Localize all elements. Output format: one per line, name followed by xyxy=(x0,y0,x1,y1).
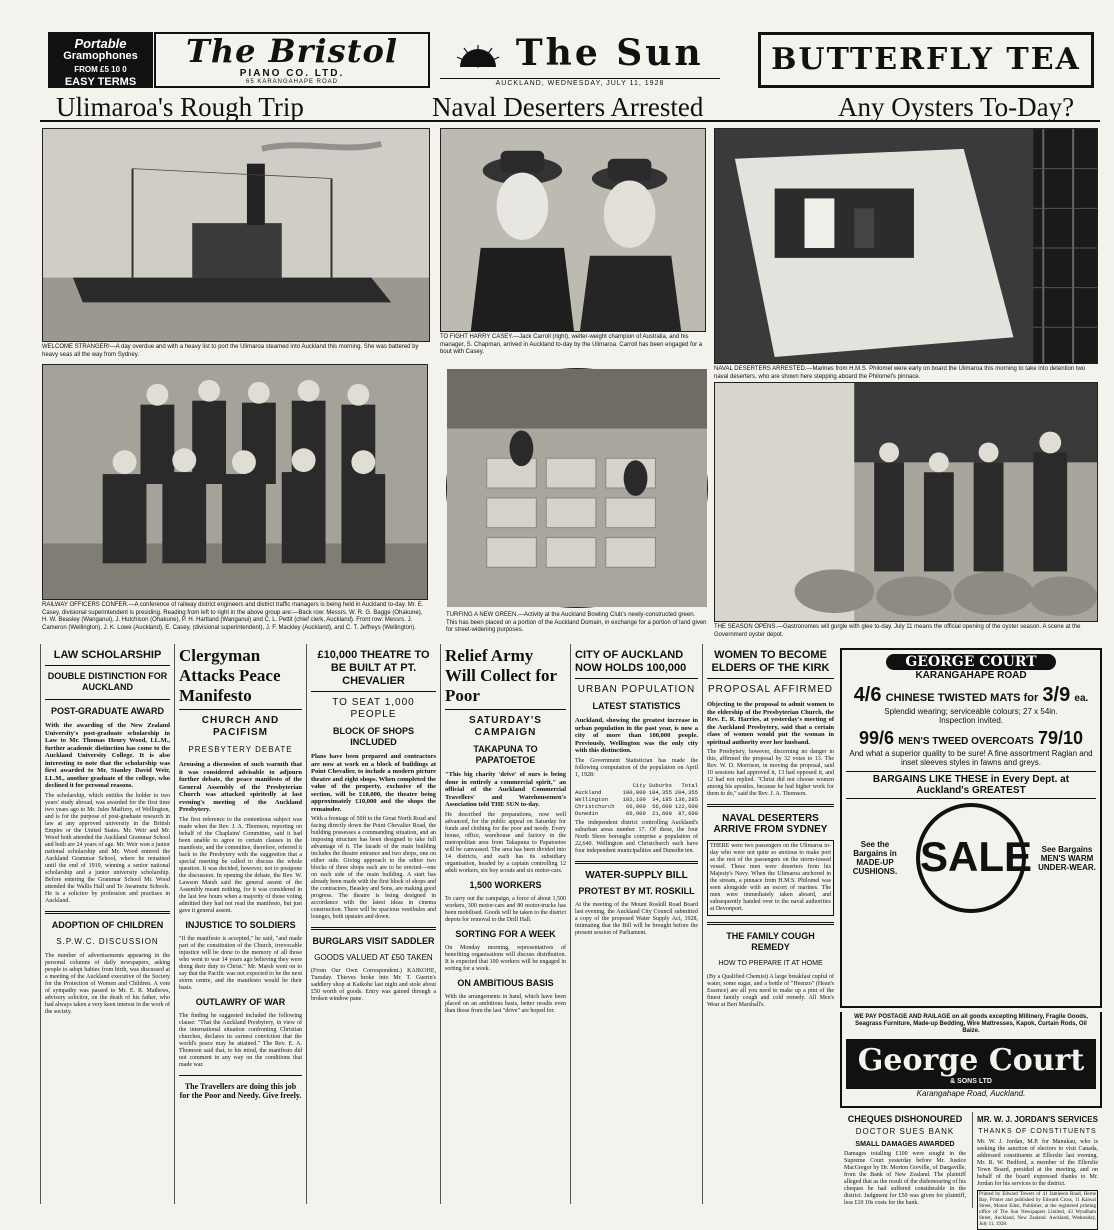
city-subtitle: URBAN POPULATION xyxy=(577,684,696,695)
population-table xyxy=(575,782,698,817)
law-lead: With the awarding of the New Zealand University's post-graduate scholarship in Law to Mr. Thomas Henry Wood, LL.M., further academic distinction has come to the Auckland University College. It is also interesting to note that the scholarship was first awarded to Mr. Stanley David Weir, LL.M., another graduate of the college, who declined it for personal reasons. xyxy=(45,722,170,789)
theatre-subtitle: TO SEAT 1,000 PEOPLE xyxy=(332,697,415,720)
clergyman-sub2: INJUSTICE TO SOLDIERS xyxy=(185,919,296,930)
coats-text: MEN'S TWEED OVERCOATS xyxy=(898,736,1034,747)
george-court-logo xyxy=(846,1039,1096,1089)
population-cell: 102,100 xyxy=(622,795,646,803)
cough-remedy-kicker: HOW TO PREPARE IT AT HOME xyxy=(718,960,823,967)
steamer-caption: WELCOME STRANGER!—A day overdue and with a heavy list to port the Ulimaroa steamed into Auckland this morning. She was battered by heavy seas all the way from Sydney. xyxy=(42,344,419,358)
cheques-column xyxy=(840,1112,970,1208)
law-subtitle: DOUBLE DISTINCTION FOR AUCKLAND xyxy=(47,671,168,692)
mats-new-price: 3/9 xyxy=(1042,684,1071,706)
sun-rays-icon xyxy=(456,45,500,67)
masthead-title xyxy=(440,32,720,87)
city-body: The Government Statistician has made the following computation of the population on April 1, 1928: xyxy=(575,757,698,778)
postage-note: WE PAY POSTAGE AND RAILAGE on all goods excepting Millinery, Fragile Goods, Seagrass Furniture, Made-up Bedding, Wire Mattresses, Kapok, Curtain Rods, Oil Baize. xyxy=(854,1014,1088,1034)
clergyman-column xyxy=(174,644,306,1204)
population-row xyxy=(575,789,698,796)
boxers-photo xyxy=(440,128,706,332)
coats-offer xyxy=(846,728,1096,749)
bristol-sub: PIANO CO. LTD. xyxy=(239,68,345,79)
clergyman-subtitle: CHURCH AND PACIFISM xyxy=(201,715,280,738)
clergyman-body2: "If the manifesto is accepted," he said, "and made part of the constitution of the Church, irrevocable injustice will be done to the memory of all those who went to war 14 years ago believing they were doing their duty to Christ." Mr. Marsh went on to say that the Pacific was not expected to be the next storm centre, and the manifesto would be their basis. xyxy=(179,935,302,991)
headline-row xyxy=(40,92,1100,122)
season-caption: THE SEASON OPENS.—Gastronomes will gurgle with glee to-day. July 11 means the official opening of the oyster season. A scene at the Government oyster depot. xyxy=(714,624,1081,638)
relief-body: He described the preparations, now well advanced, for the public appeal on Saturday for funds and clothing for the poor and needy. Every house, office, warehouse and factory in the metropolitan area from Takapuna to Papatoetoe will be canvassed. The area has been divided into 14 districts, and each has its subsidiary organisation, headed by a captain controlling 12 adult workers, six boy scouts and six motor-cars. xyxy=(445,811,566,874)
city-title: CITY OF AUCKLAND NOW HOLDS 100,000 xyxy=(575,646,698,679)
bristol-piano-ad xyxy=(154,32,430,88)
relief-title: Relief Army Will Collect for Poor xyxy=(445,646,566,710)
relief-subtitle: SATURDAY'S CAMPAIGN xyxy=(469,715,542,738)
population-cell: Wellington xyxy=(575,795,609,803)
population-cell: 136,285 xyxy=(674,795,698,803)
coats-old-price: 99/6 xyxy=(859,728,895,748)
mats-text: CHINESE TWISTED MATS for xyxy=(885,692,1039,704)
city-body2: The independent district controlling Auckland's suburban areas number 17. Of these, the four North Shore boroughs comprise a population of 22,640. Wellington and Christchurch each have four independent municipalities and Dunedin ten. xyxy=(575,819,698,854)
adoption-body: The number of advertisements appearing in the personal columns of daily newspapers, asking people to adopt babies from birth, was discussed at a meeting of the Auckland executive of the Society for the Protection of Women and Children. A vote of sympathy was passed to Mr. E. R. Mathews, advisory solicitor, on the death of his father, who had always taken a very keen interest in the work of the society. xyxy=(45,952,170,1015)
deserters-caption: NAVAL DESERTERS ARRESTED.—Marines from H.M.S. Philomel were early on board the Ulimaroa this morning to take into detention two naval deserters, who are shown here stepping aboard the Philomel's pinnace. xyxy=(714,366,1086,380)
theatre-title: £10,000 THEATRE TO BE BUILT AT PT. CHEVALIER xyxy=(311,646,436,692)
theatre-body: With a frontage of 50ft to the Great North Road and facing directly down the Point Chevalier Road, the building possesses a commanding situation, and an imposing structure has been designed to take full advantage of it. The facade of the main building includes the theatre entrance and two shops, one on either side. Giving approach to the editor two blocks of three shops each are to be erected—one on each side of the main building. A start has already been made with the first block of shops and the contractors, Beasley and Sons, are making good progress. The theatre is being designed in accordance with the latest ideas in cinema construction. There will be spacious vestibules and lounges, both upstairs and down. xyxy=(311,816,436,920)
law-title: LAW SCHOLARSHIP xyxy=(45,646,170,666)
railway-caption: RAILWAY OFFICERS CONFER.—A conference of railway district engineers and district traffic managers is being held in Auckland to-day. Mr. E. Casey, divisional superintendent is presiding. Reading from left to right in the above group are:—Back row: Messrs. W. R. G. Bagge (Ohakune), H. W. Beasley (Wanganui), J. Hutchison (Ohakune), P. H. Hartland (Wanganui) and C. L. Pettit (chief clerk, Auckland). Front row: Messrs. J. Cameron (Wellington), J. K. Lowe (Auckland), E. Casey, (divisional superintendent), J. F. Mackley (Auckland), and C. T. Jeffreys (Wellington). xyxy=(42,602,424,631)
railway-officers-photo xyxy=(42,364,428,600)
mats-old-price: 4/6 xyxy=(853,684,882,706)
population-cell: Christchurch xyxy=(575,802,615,810)
oyster-season-photo xyxy=(714,382,1098,622)
burglars-kicker: GOODS VALUED AT £50 TAKEN xyxy=(314,953,433,962)
george-court-footer xyxy=(840,1012,1102,1108)
naval-deserters-body: THERE were two passengers on the Ulimaroa to-day who were not quite so anxious to make port as the rest of the passengers on the storm-tossed vessel. These men were deserters from his Majesty's Navy. When the Ulimaroa anchored in the stream, a pinnace from H.M.S. Philomel was seen alongside with an escort of marines. The men were immediately taken aboard, and subsequently handed over to the naval authorities at Devonport. xyxy=(707,840,834,916)
portable-line3: FROM £5 10 0 xyxy=(74,65,127,74)
clergyman-title: Clergyman Attacks Peace Manifesto xyxy=(179,646,302,710)
theatre-lead: Plans have been prepared and contractors are now at work on a block of buildings at Point Chevalier, to include a modern picture theatre and eight shops. When completed the value of the property, exclusive of the section, will be £18,000, the theatre being approximately £10,000 and the shops the remainder. xyxy=(311,753,436,813)
portable-line2: Gramophones xyxy=(63,50,138,62)
population-cell: 122,600 xyxy=(674,802,698,810)
turfing-caption: TURFING A NEW GREEN.—Activity at the Auckland Bowling Club's newly-constructed green. This has been placed on a portion of the Auckland Domain, in exchange for a portion of land given for street-widening purposes. xyxy=(446,612,707,633)
bristol-name: The Bristol xyxy=(186,32,398,70)
coats-sub: And what a superior quality to be sure! A fine assortment Raglan and inset sleeves styles in fawns and greys. xyxy=(849,749,1093,767)
george-court-logo-sub: & SONS LTD xyxy=(950,1078,992,1085)
jordan-subtitle: THANKS OF CONSTITUENTS xyxy=(978,1128,1097,1135)
deserters-photo xyxy=(714,128,1098,364)
clergyman-lead: Arousing a discussion of such warmth that it was considered advisable to adjourn further debate, the peace manifesto of the General Assembly of the Presbyterian Church was attacked spiritedly at last evening's meeting of the Auckland Presbytery. xyxy=(179,761,302,813)
travellers-note: The Travellers are doing this job for the Poor and Needy. Give freely. xyxy=(179,1081,302,1100)
jordan-column xyxy=(972,1112,1102,1227)
relief-lead: "This big charity 'drive' of ours is being done in entirely a commercial spirit," an official of the Auckland Commercial Travellers' and Warehousemen's Association told THE SUN to-day. xyxy=(445,771,566,808)
relief-kicker: TAKAPUNA TO PAPATOETOE xyxy=(473,744,538,765)
population-cell: 100,000 xyxy=(622,788,646,796)
city-population-column xyxy=(570,644,702,1204)
theatre-column xyxy=(306,644,440,1204)
burglars-title: BURGLARS VISIT SADDLER xyxy=(312,936,435,946)
relief-sub4: ON AMBITIOUS BASIS xyxy=(457,977,554,988)
population-header-cell: Suburbs xyxy=(648,781,672,789)
cushions-note: See the Bargains in MADE-UP CUSHIONS. xyxy=(852,840,898,876)
mats-sub2: Inspection invited. xyxy=(938,716,1004,725)
sale-badge: SALE xyxy=(916,803,1026,913)
population-cell: 66,000 xyxy=(625,802,646,810)
population-cell: Auckland xyxy=(575,788,602,796)
population-header-cell xyxy=(575,782,620,789)
portable-line4: EASY TERMS xyxy=(64,76,137,88)
relief-army-column xyxy=(440,644,570,1204)
burglars-body: (From Our Own Correspondent.) KAIKOHE, Tuesday. Thieves broke into Mr. T. Guerin's saddlery shop at Kaikohe last night and stole about £50 worth of goods. Entry was gained through a broken window pane. xyxy=(311,968,436,1002)
population-cell: 204,355 xyxy=(674,788,698,796)
water-bill-kicker: PROTEST BY MT. ROSKILL xyxy=(578,885,695,896)
relief-sub3: SORTING FOR A WEEK xyxy=(455,928,556,939)
population-row xyxy=(575,810,698,817)
population-header-cell: Total xyxy=(681,781,698,789)
population-cell: 66,000 xyxy=(625,809,646,817)
law-body: The scholarship, which entitles the holder to two years' study abroad, was awarded for the first time two years ago to Mr. Jules Maiftroy, of Wellington, and is for the purpose of post-graduate research in law at any approved university in the British Empire or the United States. Mr. Weir and Mr. Wood both attended the Auckland Grammar School and both are 24 years of age. Mr. Weir won a junior national scholarship and Mr. Wood entered the Auckland Grammar School, where he remained until the end of 1919, winning a senior national scholarship and a junior university scholarship. Before entering the Grammar School Mr. Wood attended the Wallis Hall and Te Awamutu Schools. He is a solicitor by profession and practises in Auckland. xyxy=(45,792,170,904)
bowling-green-photo xyxy=(446,368,708,608)
population-cell: 104,355 xyxy=(648,788,672,796)
population-cell: 34,185 xyxy=(652,795,672,803)
george-court-banner: GEORGE COURT xyxy=(886,654,1056,670)
law-scholarship-column xyxy=(40,644,174,1204)
population-row xyxy=(575,803,698,810)
city-kicker: LATEST STATISTICS xyxy=(592,701,681,711)
water-bill-title: WATER-SUPPLY BILL xyxy=(585,869,688,881)
cheques-body: Damages totalling £100 were sought in the Supreme Court yesterday before Mr. Justice MacGregor by Dr. Morton Greville, of Dargaville, from the Bank of New Zealand. The plaintiff alleged that as the result of the dishonouring of his cheques he had suffered considerable in the district. Judgment for £50 was given for plaintiff, less £10 10s costs for the bank. xyxy=(844,1151,966,1206)
george-court-logo-text: George Court xyxy=(857,1043,1085,1078)
relief-body3: On Monday morning, representatives of benefiting organisations will discuss distribution. It is expected that 100 workers will be engaged in sorting for a week. xyxy=(445,944,566,972)
butterfly-tea-ad: BUTTERFLY TEA xyxy=(758,32,1094,88)
underwear-note: See Bargains MEN'S WARM UNDER-WEAR. xyxy=(1038,844,1096,872)
theatre-kicker: BLOCK OF SHOPS INCLUDED xyxy=(332,726,414,747)
cheques-kicker: SMALL DAMAGES AWARDED xyxy=(855,1141,955,1148)
cough-remedy-title: THE FAMILY COUGH REMEDY xyxy=(726,931,815,952)
sale-row xyxy=(846,803,1096,913)
law-kicker: POST-GRADUATE AWARD xyxy=(50,706,164,716)
cheques-subtitle: DOCTOR SUES BANK xyxy=(855,1127,955,1136)
population-cell: 87,600 xyxy=(678,809,698,817)
clergyman-sub3: OUTLAWRY OF WAR xyxy=(195,996,286,1007)
adoption-title: ADOPTION OF CHILDREN xyxy=(51,919,164,930)
george-court-road: KARANGAHAPE ROAD xyxy=(915,670,1027,681)
paper-name xyxy=(440,32,720,74)
headline-ulimaroa: Ulimaroa's Rough Trip xyxy=(56,92,304,122)
relief-body4: With the arrangements in hand, which have been placed on an ambitious basis, better results even than those from the last "drive" are hoped for. xyxy=(445,993,566,1014)
population-cell: 56,600 xyxy=(652,802,672,810)
cough-remedy-body: (By a Qualified Chemist) A large breakfast cupful of water, some sugar, and a bottle of "Heenzo" (Hean's Essence) are all you need to make up a pint of the finest family cough and cold remedy. All Men's Wear at Bert Marshall's. xyxy=(707,974,834,1008)
population-header-cell: City xyxy=(632,781,646,789)
jordan-body: Mr. W. J. Jordan, M.P. for Manukau, who is seeking the sanction of electors to visit Canada, addressed constituents at Ellerslie last evening. Mr. R. W. Bedford, a member of the Ellerslie Town Board, presided at the meeting, and on behalf of the board expressed thanks to Mr. Jordan for his services to the district. xyxy=(977,1139,1098,1187)
mats-sub: Splendid wearing; serviceable colours; 27 x 54in. xyxy=(884,707,1058,716)
steamer-photo xyxy=(42,128,430,342)
women-body: The Presbytery, however, discerning no danger in this, affirmed the proposal by 32 votes to 13. The Rev. W. D. Morrison, in moving the proposal, said 10 sessions had approved it, 13 had opposed it, and 12 had not replied. "Christ did not choose women among his apostles, because he had higher work for them to do," said the Rev. J. A. Thomson. xyxy=(707,749,834,797)
relief-body2: To carry out the campaign, a force of about 1,500 workers, 300 motor-cars and 80 motor-trucks has been mobilised. Goods will be taken to the district depots for removal to the Drill Hall. xyxy=(445,895,566,923)
dateline: AUCKLAND, WEDNESDAY, JULY 11, 1928 xyxy=(440,78,720,87)
jordan-title: MR. W. J. JORDAN'S SERVICES xyxy=(977,1115,1098,1124)
printer-imprint: Printed by Edward Towers of 41 Jamieson Road, Herne Bay, Printer and published by Edward Cross, 11 Kaiwai Street, Mount Eden, Publisher, at the registered printing office of The Sun Newspapers Limited, 43 Wyndham Street, Auckland, New Zealand. Auckland, Wednesday, July 11, 1928. xyxy=(977,1190,1098,1230)
portable-gramophones-ad xyxy=(48,32,153,88)
portable-line1: Portable xyxy=(74,36,127,51)
population-cell: 21,600 xyxy=(652,809,672,817)
mats-offer xyxy=(846,684,1096,707)
clergyman-body3: The finding he suggested included the following clause: "That the Auckland Presbytery, in view of the international situation confronting Christian churches, declares its earnest conviction that the world's peace may be attained." The Rev. E. A. Thomson said that, to his mind, the manifesto did not comment in any way on the conditions that made war. xyxy=(179,1012,302,1068)
george-court-address: Karangahape Road, Auckland. xyxy=(916,1089,1026,1098)
cheques-title: CHEQUES DISHONOURED xyxy=(847,1114,963,1124)
women-lead: Objecting to the proposal to admit women to the eldership of the Presbyterian Church, the Rev. E. R. Harries, at yesterday's meeting of the Auckland Presbytery, said that a certain class of women would put the woman in spiritual authority over her husband. xyxy=(707,701,834,746)
naval-deserters-title: NAVAL DESERTERS ARRIVE FROM SYDNEY xyxy=(713,813,828,835)
adoption-kicker: S.P.W.C. DISCUSSION xyxy=(56,936,159,946)
headline-oysters: Any Oysters To-Day? xyxy=(838,92,1075,122)
boxers-caption: TO FIGHT HARRY CASEY.—Jack Carroll (right), welter-weight champion of Australia, and his manager, S. Chapman, arrived in Auckland to-day by the Ulimaroa. Carroll has been engaged for a bout with Casey. xyxy=(440,334,703,355)
george-court-sale-ad xyxy=(840,648,1102,1008)
population-cell: Dunedin xyxy=(575,809,599,817)
coats-new-price: 79/10 xyxy=(1037,728,1083,748)
bargains-line: BARGAINS LIKE THESE in Every Dept. at Auckland's GREATEST xyxy=(846,771,1096,799)
women-title: WOMEN TO BECOME ELDERS OF THE KIRK xyxy=(707,646,834,679)
mats-unit: ea. xyxy=(1074,693,1089,704)
city-lead: Auckland, showing the greatest increase in urban population in the past year, is now a city of more than 100,000 people. Previously, Wellington was the only city with this distinction. xyxy=(575,717,698,754)
water-bill-body: At the meeting of the Mount Roskill Road Board last evening, the Auckland City Council submitted a copy of the proposed Water Supply Act, 1928, intimating that the Bill will be brought before the present session of Parliament. xyxy=(575,901,698,936)
women-elders-column xyxy=(702,644,838,1204)
paper-name-text: The Sun xyxy=(515,32,704,74)
bristol-address: 65 KARANGAHAPE ROAD xyxy=(245,79,339,85)
clergyman-kicker: PRESBYTERY DEBATE xyxy=(188,745,293,754)
women-subtitle: PROPOSAL AFFIRMED xyxy=(708,684,833,695)
clergyman-body: The first reference to the contentious subject was made when the Rev. J. A. Thomson, reporting on behalf of the Chaplains' Committee, said it had been unable to agree to certain clauses in the manifesto, and the committee, therefore, referred it back to the Presbytery with the suggestion that a special meeting be called to discuss the whole question. It was decided, however, not to postpone the discussion. In opening the debate, the Rev. W. Lawson Marsh said the general assent of the Assembly meant nothing, for it was considered in the last few hours when a majority of those voting admitted they had not read the manifesto, but just gave it general assent. xyxy=(179,816,302,914)
headline-deserters: Naval Deserters Arrested xyxy=(432,92,704,122)
relief-sub2: 1,500 WORKERS xyxy=(469,879,542,890)
population-row xyxy=(575,796,698,803)
